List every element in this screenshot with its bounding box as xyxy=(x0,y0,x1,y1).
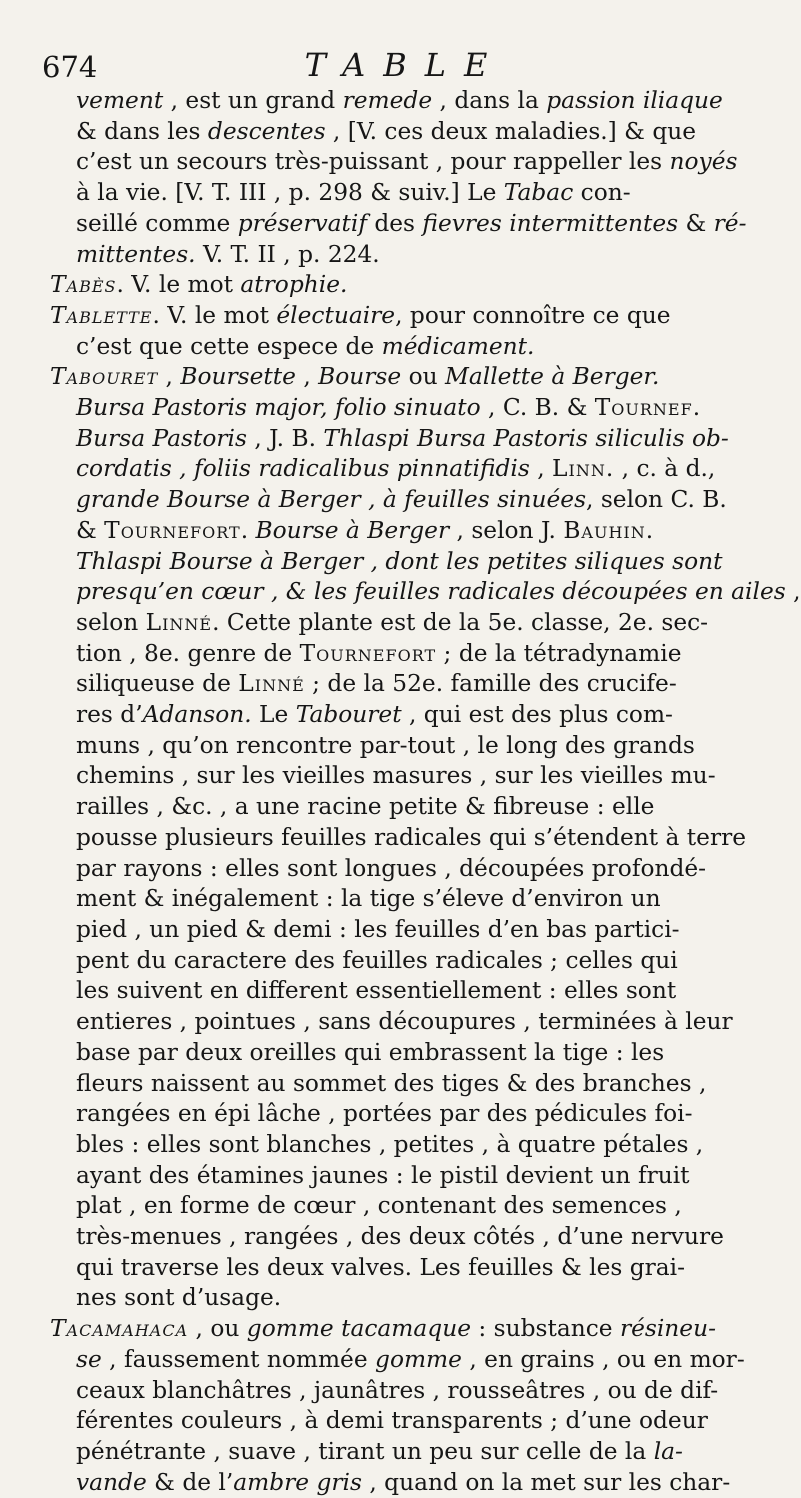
text-line: très-menues , rangées , des deux côtés , d’une nervure xyxy=(76,1223,724,1251)
text-line: se , faussement nommée gomme , en grains , ou en mor- xyxy=(76,1345,745,1373)
text-line: à la vie. [V. T. III , p. 298 & suiv.] Le Tabac con- xyxy=(76,179,631,207)
text-line: & Tournefort. Bourse à Berger , selon J. Bauhin. xyxy=(76,516,654,544)
text-line: base par deux oreilles qui embrassent la tige : les xyxy=(76,1038,665,1066)
text-line: vande & de l’ambre gris , quand on la met sur les char- xyxy=(76,1468,731,1496)
text-line: qui traverse les deux valves. Les feuilles & les grai- xyxy=(76,1253,685,1281)
text-line: ceaux blanchâtres , jaunâtres , rousseâtres , ou de dif- xyxy=(76,1376,719,1404)
text-line: Tablette. V. le mot électuaire, pour connoître ce que xyxy=(50,301,671,329)
running-head xyxy=(42,46,760,86)
text-line: rangées en épi lâche , portées par des pédicules foi- xyxy=(76,1100,693,1128)
page-title: TABLE xyxy=(304,46,506,84)
text-line: chemins , sur les vieilles masures , sur les vieilles mu- xyxy=(76,762,716,790)
text-line: pied , un pied & demi : les feuilles d’en bas partici- xyxy=(76,915,680,943)
text-line: railles , &c. , a une racine petite & fibreuse : elle xyxy=(76,793,655,821)
text-line: siliqueuse de Linné ; de la 52e. famille des crucife- xyxy=(76,670,677,698)
text-line: Tabouret , Boursette , Bourse ou Mallette à Berger. xyxy=(50,363,660,391)
text-line: grande Bourse à Berger , à feuilles sinuées, selon C. B. xyxy=(76,486,727,514)
text-line: res d’Adanson. Le Tabouret , qui est des plus com- xyxy=(76,701,673,729)
text-line: tion , 8e. genre de Tournefort ; de la tétradynamie xyxy=(76,639,682,667)
text-line: Bursa Pastoris major, folio sinuato , C. B. & Tournef. xyxy=(76,394,702,422)
text-line: seillé comme préservatif des fievres intermittentes & ré- xyxy=(76,209,747,237)
body-text xyxy=(50,86,801,1498)
page-number: 674 xyxy=(42,50,98,84)
text-line: pousse plusieurs feuilles radicales qui s’étendent à terre xyxy=(76,823,747,851)
text-line: pénétrante , suave , tirant un peu sur celle de la la- xyxy=(76,1437,683,1465)
text-line: c’est que cette espece de médicament. xyxy=(76,332,535,360)
text-line: fleurs naissent au sommet des tiges & des branches , xyxy=(76,1069,707,1097)
text-line: c’est un secours très-puissant , pour rappeller les noyés xyxy=(76,148,738,176)
text-line: férentes couleurs , à demi transparents ; d’une odeur xyxy=(76,1407,708,1435)
text-line: pent du caractere des feuilles radicales ; celles qui xyxy=(76,946,678,974)
text-line: bles : elles sont blanches , petites , à quatre pétales , xyxy=(76,1130,704,1158)
text-line: muns , qu’on rencontre par-tout , le long des grands xyxy=(76,731,695,759)
text-line: mittentes. V. T. II , p. 224. xyxy=(76,240,380,268)
text-line: nes sont d’usage. xyxy=(76,1284,282,1312)
text-line: par rayons : elles sont longues , découpées profondé- xyxy=(76,854,707,882)
text-line: cordatis , foliis radicalibus pinnatifidis , Linn. , c. à d., xyxy=(76,455,716,483)
text-line: Thlaspi Bourse à Berger , dont les petites siliques sont xyxy=(76,547,723,575)
text-line: les suivent en different essentiellement : elles sont xyxy=(76,977,677,1005)
text-line: ment & inégalement : la tige s’éleve d’environ un xyxy=(76,885,661,913)
text-line: plat , en forme de cœur , contenant des semences , xyxy=(76,1192,682,1220)
text-line: selon Linné. Cette plante est de la 5e. classe, 2e. sec- xyxy=(76,608,709,636)
text-line: & dans les descentes , [V. ces deux maladies.] & que xyxy=(76,117,697,145)
text-line: vement , est un grand remede , dans la passion iliaque xyxy=(76,87,723,114)
text-line: ayant des étamines jaunes : le pistil devient un fruit xyxy=(76,1161,690,1189)
text-line: presqu’en cœur , & les feuilles radicales découpées en ailes , xyxy=(76,578,801,606)
text-line: Tabès. V. le mot atrophie. xyxy=(50,271,348,299)
text-line: Bursa Pastoris , J. B. Thlaspi Bursa Pastoris siliculis ob- xyxy=(76,424,729,452)
text-line: Tacamahaca , ou gomme tacamaque : substance résineu- xyxy=(50,1315,716,1343)
text-line: entieres , pointues , sans découpures , terminées à leur xyxy=(76,1008,733,1036)
